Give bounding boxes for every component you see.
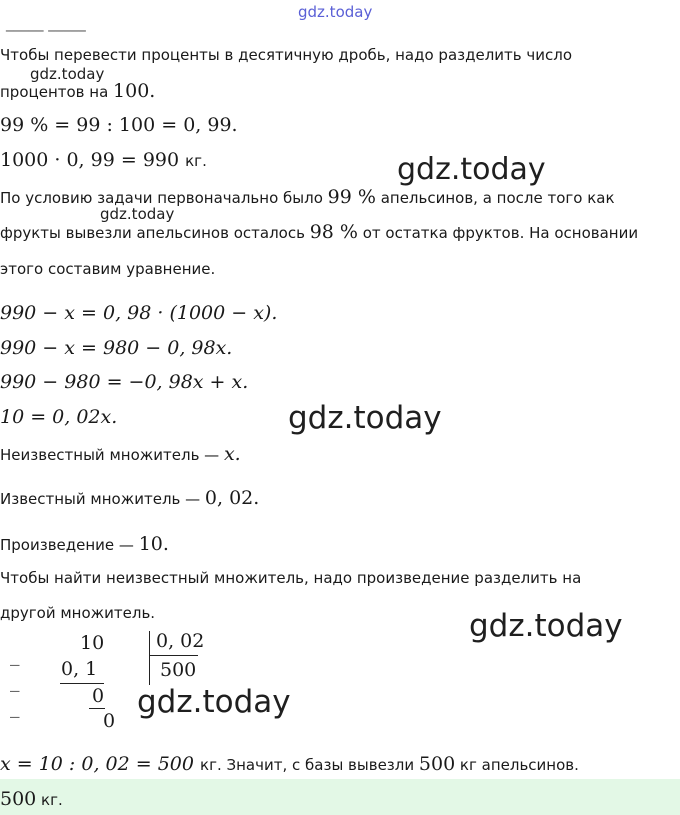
- text-line-4: фрукты вывезли апельсинов осталось 98 % от остатка фруктов. На основании: [0, 221, 639, 243]
- text-line-8: Произведение — 10.: [0, 533, 169, 555]
- division-minus-1: _: [10, 644, 20, 666]
- equation-4: 990 − x = 980 − 0, 98x.: [0, 337, 233, 359]
- watermark-big-1: gdz.today: [397, 152, 546, 187]
- division-vertical-bar: [149, 631, 150, 685]
- answer-text: 500 кг.: [0, 788, 63, 810]
- text-line-1: Чтобы перевести проценты в десятичную дробь, надо разделить число: [0, 46, 573, 64]
- watermark-small-1: gdz.today: [30, 65, 105, 83]
- equation-5: 990 − 980 = −0, 98x + x.: [0, 371, 249, 393]
- division-quotient: 500: [160, 659, 197, 681]
- text-line-3: По условию задачи первоначально было 99 % апельсинов, а после того как: [0, 186, 615, 208]
- division-line-2: [89, 708, 105, 709]
- equation-6: 10 = 0, 02x.: [0, 406, 118, 428]
- cropped-top-line: _____ _____: [6, 14, 86, 32]
- division-subtrahend: 0, 1: [61, 658, 98, 680]
- division-minus-3: _: [10, 696, 20, 718]
- answer-box: [0, 779, 680, 815]
- division-divisor: 0, 02: [156, 630, 205, 652]
- text-line-10: другой множитель.: [0, 604, 156, 622]
- division-divisor-underline: [150, 655, 198, 656]
- watermark-big-2: gdz.today: [288, 400, 442, 436]
- division-dividend: 10: [80, 632, 105, 654]
- division-minus-2: _: [10, 670, 20, 692]
- equation-1: 99 % = 99 : 100 = 0, 99.: [0, 114, 238, 136]
- division-line-1: [60, 683, 104, 684]
- equation-2: 1000 · 0, 99 = 990 кг.: [0, 149, 207, 171]
- text-line-2: процентов на 100.: [0, 80, 156, 102]
- equation-3: 990 − x = 0, 98 · (1000 − x).: [0, 302, 278, 324]
- watermark-top: gdz.today: [298, 3, 373, 21]
- text-line-7: Известный множитель — 0, 02.: [0, 487, 260, 509]
- text-line-5: этого составим уравнение.: [0, 260, 216, 278]
- division-remainder-2: 0: [103, 710, 116, 732]
- watermark-big-4: gdz.today: [137, 684, 291, 720]
- text-line-11: x = 10 : 0, 02 = 500 кг. Значит, с базы вывезли 500 кг апельсинов.: [0, 753, 579, 775]
- watermark-small-2: gdz.today: [100, 205, 175, 223]
- text-line-9: Чтобы найти неизвестный множитель, надо произведение разделить на: [0, 569, 582, 587]
- division-remainder-1: 0: [92, 685, 105, 707]
- text-line-6: Неизвестный множитель — x.: [0, 443, 241, 465]
- watermark-big-3: gdz.today: [469, 608, 623, 644]
